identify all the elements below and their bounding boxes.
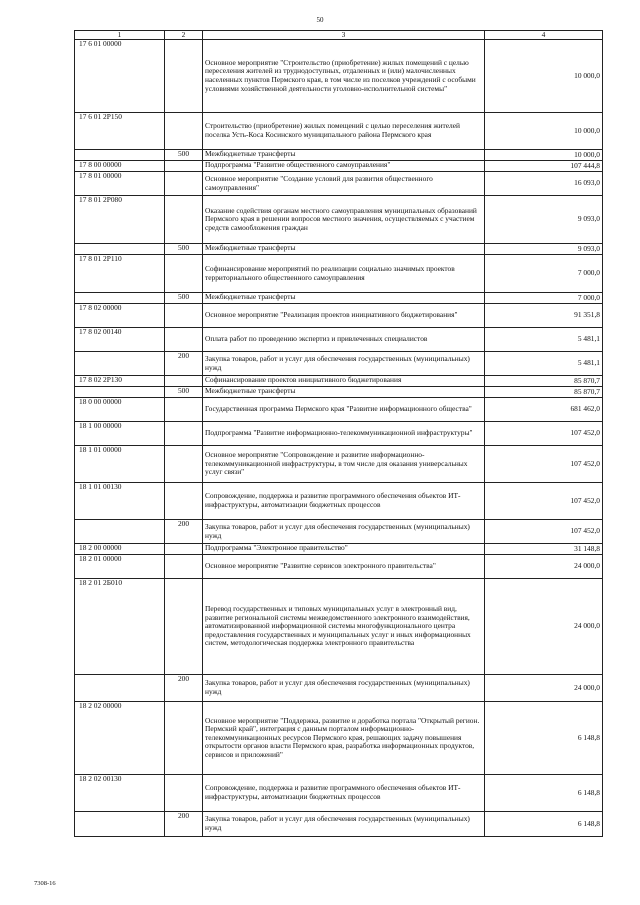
row-amount: 107 444,8 <box>485 161 603 172</box>
row-vr <box>165 446 203 483</box>
row-amount: 107 452,0 <box>485 520 603 544</box>
row-code: 17 6 01 2Р150 <box>75 113 165 150</box>
row-vr <box>165 398 203 422</box>
row-name: Межбюджетные трансферты <box>203 244 485 255</box>
row-amount: 6 148,8 <box>485 775 603 812</box>
table-row <box>75 398 603 422</box>
row-amount: 24 000,0 <box>485 675 603 702</box>
row-amount: 681 462,0 <box>485 398 603 422</box>
row-vr <box>165 328 203 352</box>
row-name: Софинансирование мероприятий по реализации социально значимых проектов территориального общественного самоуправления <box>203 255 485 293</box>
row-vr <box>165 702 203 775</box>
row-code: 18 2 01 2Б010 <box>75 579 165 675</box>
row-name: Межбюджетные трансферты <box>203 150 485 161</box>
row-vr <box>165 196 203 244</box>
row-amount: 31 148,8 <box>485 544 603 555</box>
table-row <box>75 40 603 113</box>
row-name: Софинансирование проектов инициативного бюджетирования <box>203 376 485 387</box>
header-col-2: 2 <box>165 31 203 40</box>
row-amount: 24 000,0 <box>485 555 603 579</box>
row-vr <box>165 255 203 293</box>
row-name: Основное мероприятие "Сопровождение и развитие информационно-телекоммуникационной инфраструктуры, в том числе для оказания универсальных услуг связи" <box>203 446 485 483</box>
row-name: Оплата работ по проведению экспертиз и привлеченных специалистов <box>203 328 485 352</box>
row-name: Основное мероприятие "Развитие сервисов электронного правительства" <box>203 555 485 579</box>
row-vr <box>165 161 203 172</box>
table-row <box>75 376 603 387</box>
row-vr <box>165 555 203 579</box>
row-amount: 10 000,0 <box>485 150 603 161</box>
row-code <box>75 387 165 398</box>
row-code: 18 2 02 00000 <box>75 702 165 775</box>
table-row <box>75 255 603 293</box>
row-amount: 85 870,7 <box>485 387 603 398</box>
table-row <box>75 352 603 376</box>
row-amount: 7 000,0 <box>485 293 603 304</box>
table-row <box>75 446 603 483</box>
row-vr: 500 <box>165 293 203 304</box>
row-name: Сопровождение, поддержка и развитие программного обеспечения объектов ИТ-инфраструктуры, автоматизации бюджетных процессов <box>203 775 485 812</box>
row-code <box>75 675 165 702</box>
row-vr <box>165 483 203 520</box>
row-amount: 9 093,0 <box>485 196 603 244</box>
row-name: Государственная программа Пермского края "Развитие информационного общества" <box>203 398 485 422</box>
row-code: 17 8 01 00000 <box>75 172 165 196</box>
row-code: 18 1 01 00000 <box>75 446 165 483</box>
row-vr <box>165 775 203 812</box>
row-code: 18 2 00 00000 <box>75 544 165 555</box>
row-code: 18 1 00 00000 <box>75 422 165 446</box>
row-vr <box>165 113 203 150</box>
footer-code: 7308-16 <box>34 880 56 887</box>
table-row <box>75 304 603 328</box>
row-vr <box>165 422 203 446</box>
row-vr <box>165 40 203 113</box>
table-row <box>75 196 603 244</box>
table-row <box>75 675 603 702</box>
table-row <box>75 775 603 812</box>
row-code <box>75 520 165 544</box>
table-row <box>75 161 603 172</box>
row-vr: 200 <box>165 812 203 837</box>
row-code: 17 8 01 2Р110 <box>75 255 165 293</box>
table-row <box>75 579 603 675</box>
row-code <box>75 244 165 255</box>
row-amount: 6 148,8 <box>485 702 603 775</box>
table-row <box>75 520 603 544</box>
table-row <box>75 387 603 398</box>
row-vr <box>165 172 203 196</box>
row-amount: 85 870,7 <box>485 376 603 387</box>
table-row <box>75 244 603 255</box>
row-name: Закупка товаров, работ и услуг для обеспечения государственных (муниципальных) нужд <box>203 352 485 376</box>
row-code: 17 8 00 00000 <box>75 161 165 172</box>
row-name: Закупка товаров, работ и услуг для обеспечения государственных (муниципальных) нужд <box>203 675 485 702</box>
row-code: 17 8 02 2Р130 <box>75 376 165 387</box>
row-code: 18 2 02 00130 <box>75 775 165 812</box>
row-code <box>75 150 165 161</box>
table-row <box>75 555 603 579</box>
table-row <box>75 702 603 775</box>
row-code: 18 2 01 00000 <box>75 555 165 579</box>
row-amount: 91 351,8 <box>485 304 603 328</box>
header-col-3: 3 <box>203 31 485 40</box>
row-name: Межбюджетные трансферты <box>203 293 485 304</box>
row-vr: 200 <box>165 352 203 376</box>
row-name: Основное мероприятие "Создание условий для развития общественного самоуправления" <box>203 172 485 196</box>
row-name: Сопровождение, поддержка и развитие программного обеспечения объектов ИТ-инфраструктуры, автоматизации бюджетных процессов <box>203 483 485 520</box>
row-code: 17 8 02 00140 <box>75 328 165 352</box>
table-row <box>75 150 603 161</box>
row-amount: 16 093,0 <box>485 172 603 196</box>
table-row <box>75 544 603 555</box>
row-name: Подпрограмма "Развитие информационно-телекоммуникационной инфраструктуры" <box>203 422 485 446</box>
row-vr <box>165 544 203 555</box>
row-code: 18 1 01 00130 <box>75 483 165 520</box>
row-amount: 10 000,0 <box>485 40 603 113</box>
table-row <box>75 812 603 837</box>
row-vr: 200 <box>165 520 203 544</box>
row-amount: 24 000,0 <box>485 579 603 675</box>
row-code: 17 8 02 00000 <box>75 304 165 328</box>
table-row <box>75 113 603 150</box>
header-row <box>75 31 603 40</box>
row-amount: 7 000,0 <box>485 255 603 293</box>
header-col-1: 1 <box>75 31 165 40</box>
row-name: Основное мероприятие "Строительство (приобретение) жилых помещений с целью переселения жителей из труднодоступных, отдаленных и (или) малочисленных населенных пунктов Пермского края, в том числе из поселков учреждений с особыми условиями хозяйственной деятельности уголовно-исполнительной системы" <box>203 40 485 113</box>
table-row <box>75 293 603 304</box>
row-code: 17 8 01 2Р080 <box>75 196 165 244</box>
row-name: Строительство (приобретение) жилых помещений с целью переселения жителей поселка Усть-Коса Косинского муниципального района Пермского края <box>203 113 485 150</box>
row-amount: 5 481,1 <box>485 352 603 376</box>
row-name: Межбюджетные трансферты <box>203 387 485 398</box>
row-code: 18 0 00 00000 <box>75 398 165 422</box>
row-amount: 9 093,0 <box>485 244 603 255</box>
row-name: Оказание содействия органам местного самоуправления муниципальных образований Пермского края в решении вопросов местного значения, осуществляемых с участием средств самообложения граждан <box>203 196 485 244</box>
row-amount: 107 452,0 <box>485 422 603 446</box>
row-name: Подпрограмма "Развитие общественного самоуправления" <box>203 161 485 172</box>
row-vr: 500 <box>165 387 203 398</box>
page-number: 50 <box>316 16 324 24</box>
row-code <box>75 812 165 837</box>
budget-table <box>74 30 603 837</box>
row-name: Подпрограмма "Электронное правительство" <box>203 544 485 555</box>
row-code: 17 6 01 00000 <box>75 40 165 113</box>
row-amount: 107 452,0 <box>485 446 603 483</box>
table-row <box>75 328 603 352</box>
row-name: Закупка товаров, работ и услуг для обеспечения государственных (муниципальных) нужд <box>203 812 485 837</box>
row-vr: 500 <box>165 150 203 161</box>
header-col-4: 4 <box>485 31 603 40</box>
row-vr: 200 <box>165 675 203 702</box>
table-row <box>75 172 603 196</box>
row-vr <box>165 304 203 328</box>
row-vr: 500 <box>165 244 203 255</box>
row-name: Основное мероприятие "Поддержка, развитие и доработка портала "Открытый регион. Пермский край", интеграция с данным порталом информационно-телекоммуникационных ресурсов Пермского края, решающих задачу повышения открытости органов власти Пермского края, разработка информационных продуктов, сервисов и приложений" <box>203 702 485 775</box>
row-code <box>75 352 165 376</box>
row-amount: 10 000,0 <box>485 113 603 150</box>
row-amount: 6 148,8 <box>485 812 603 837</box>
row-name: Перевод государственных и типовых муниципальных услуг в электронный вид, развитие региональной системы межведомственного электронного взаимодействия, автоматизированной информационной системы многофункционального центра предоставления государственных и муниципальных услуг и иных информационных систем, методологическая поддержка электронного правительства <box>203 579 485 675</box>
row-vr <box>165 579 203 675</box>
row-code <box>75 293 165 304</box>
row-amount: 107 452,0 <box>485 483 603 520</box>
row-amount: 5 481,1 <box>485 328 603 352</box>
row-name: Закупка товаров, работ и услуг для обеспечения государственных (муниципальных) нужд <box>203 520 485 544</box>
table-row <box>75 422 603 446</box>
table-row <box>75 483 603 520</box>
row-name: Основное мероприятие "Реализация проектов инициативного бюджетирования" <box>203 304 485 328</box>
row-vr <box>165 376 203 387</box>
